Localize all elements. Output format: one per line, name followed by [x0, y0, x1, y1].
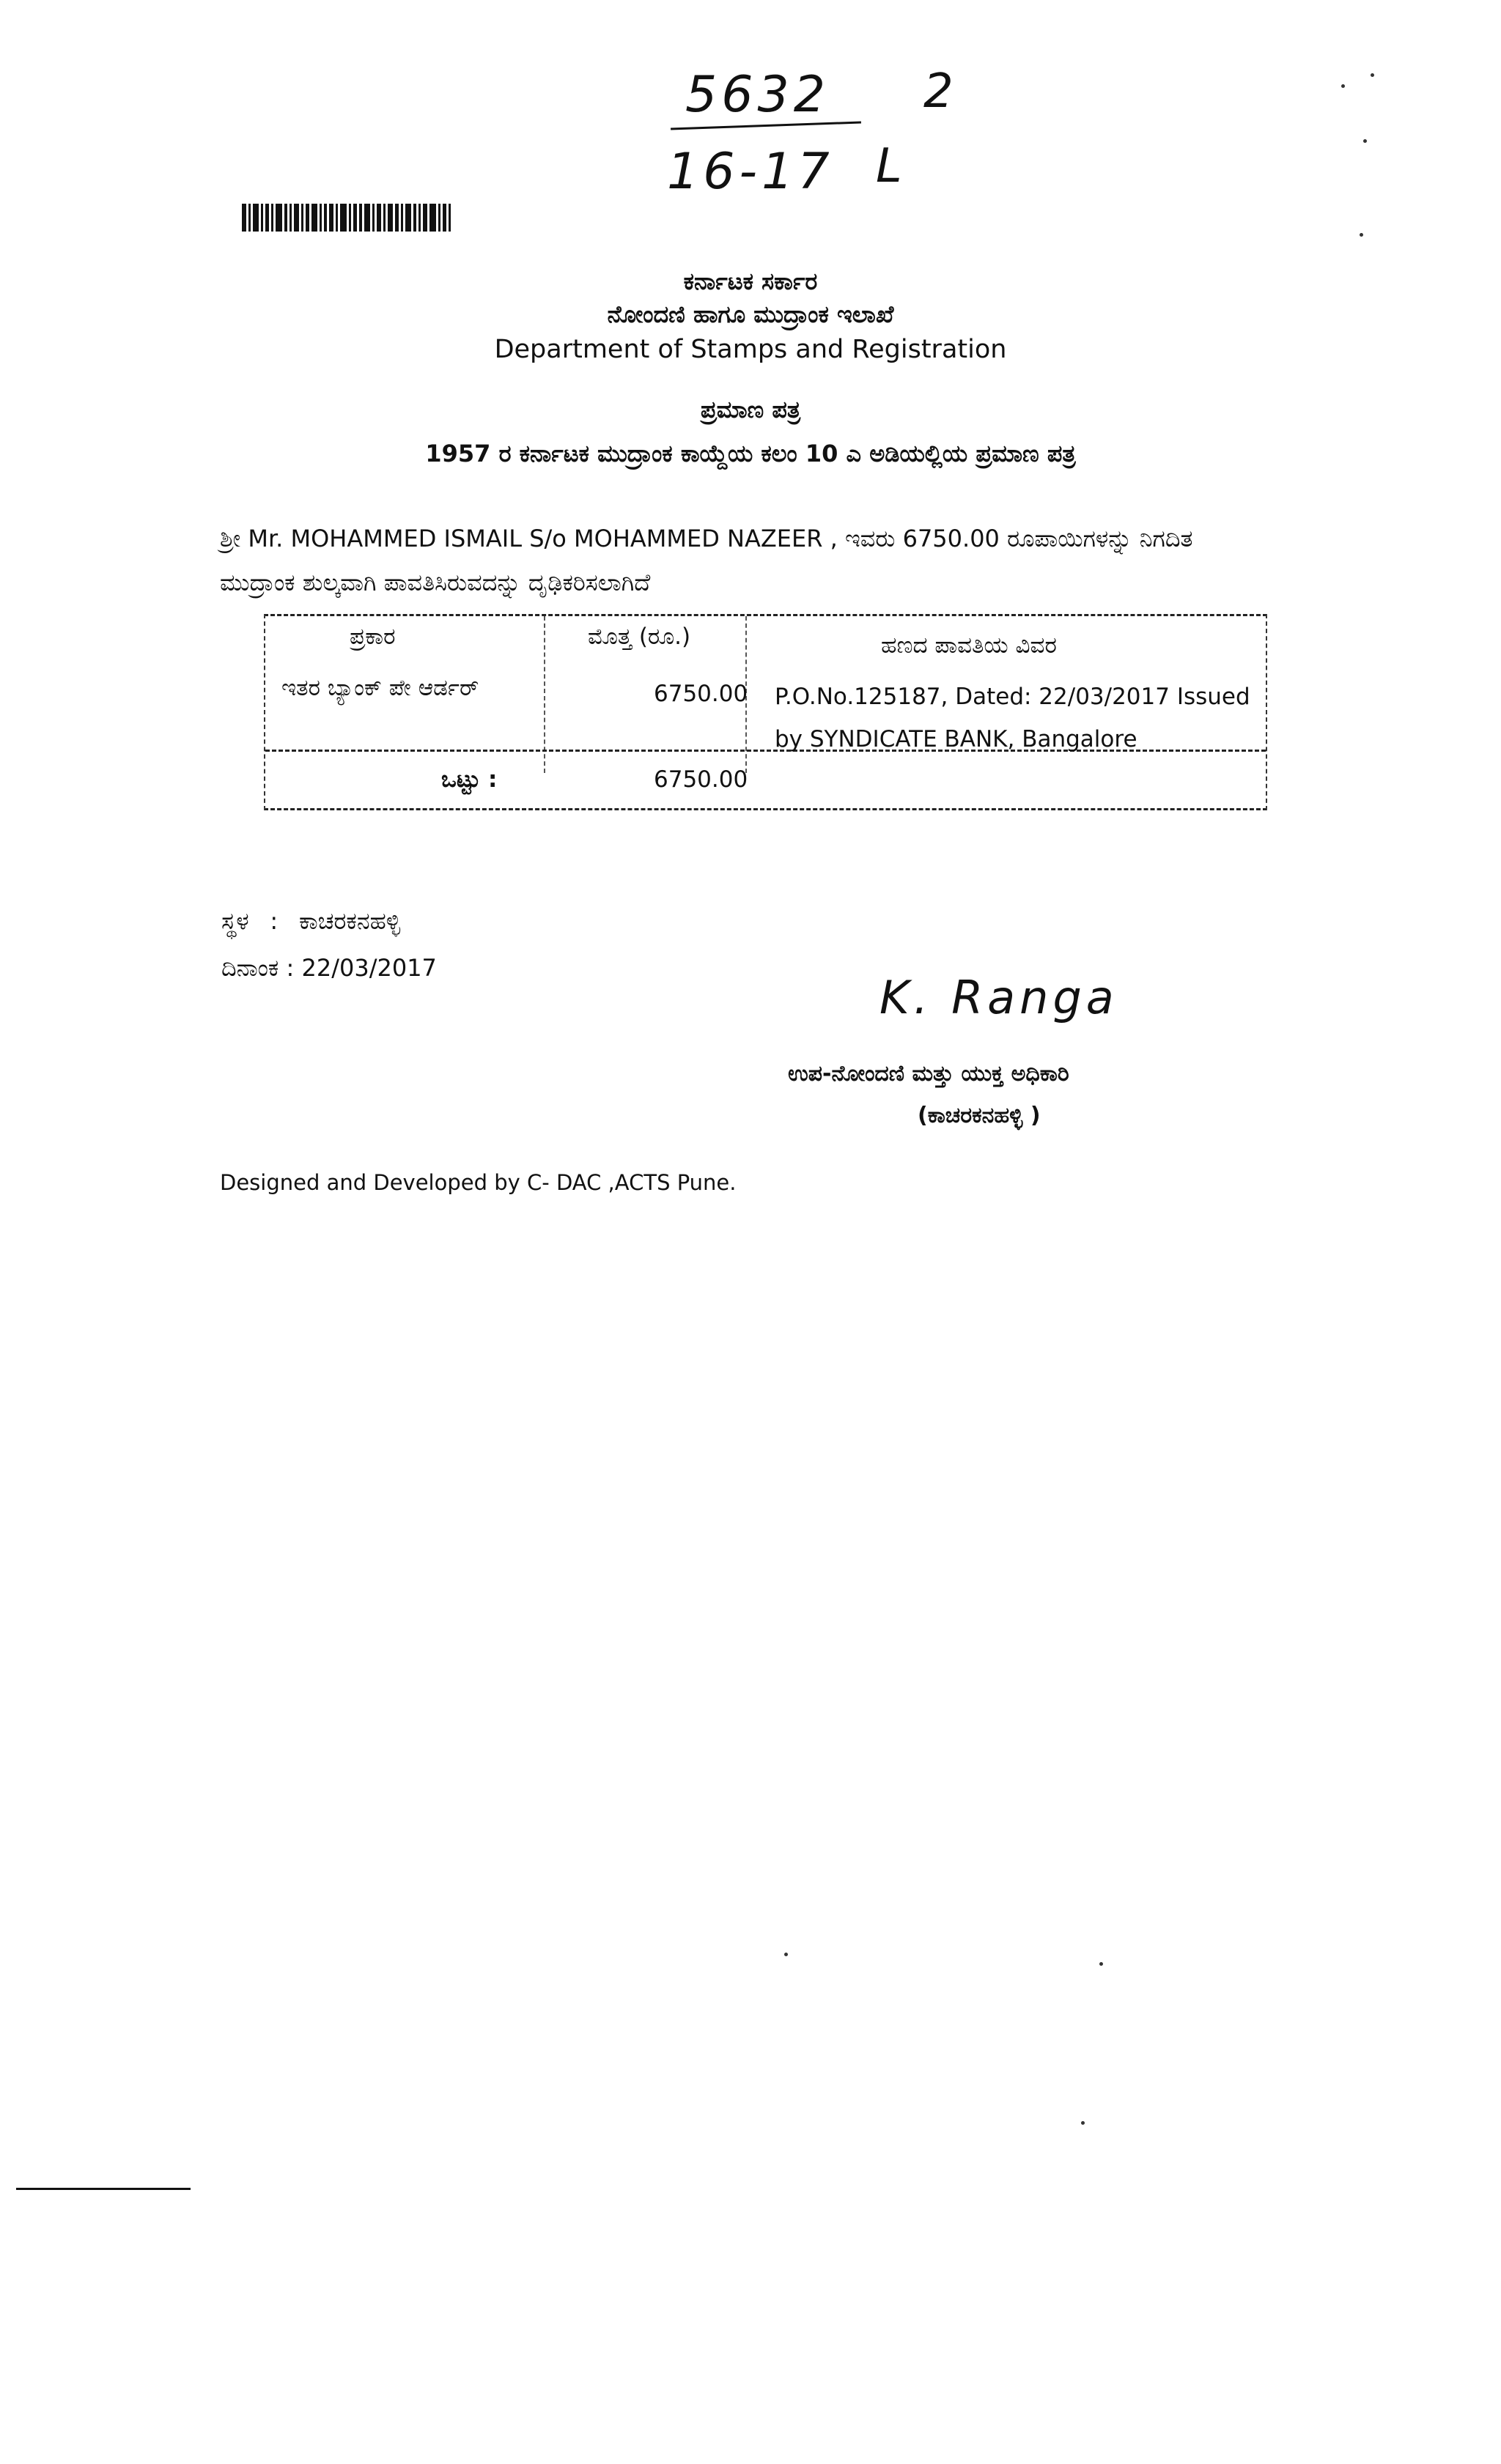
- barcode-bar: [289, 204, 292, 232]
- header-type: ಪ್ರಕಾರ: [350, 624, 396, 650]
- header-payment-details: ಹಣದ ಪಾವತಿಯ ವಿವರ: [881, 632, 1057, 659]
- place-value: ಕಾಚರಕನಹಳ್ಳಿ: [298, 907, 401, 935]
- scan-speck: [1363, 139, 1367, 143]
- barcode-bar: [306, 204, 309, 232]
- barcode-bar: [383, 204, 386, 232]
- certificate-title: ಪ್ರಮಾಣ ಪತ್ರ: [700, 396, 801, 423]
- scan-speck: [784, 1953, 788, 1956]
- barcode-bar: [413, 204, 416, 232]
- developer-credit: Designed and Developed by C- DAC ,ACTS Pune.: [220, 1170, 737, 1195]
- barcode-bar: [388, 204, 393, 232]
- officer-signature: K. Ranga: [879, 971, 1118, 1024]
- barcode-bar: [320, 204, 322, 232]
- barcode-bar: [429, 204, 436, 232]
- place-separator: :: [270, 907, 279, 935]
- barcode-bar: [248, 204, 251, 232]
- barcode-bar: [395, 204, 399, 232]
- statement-line-1: ಶ್ರೀ Mr. MOHAMMED ISMAIL S/o MOHAMMED NAZEER , ಇವರು 6750.00 ರೂಪಾಯಿಗಳನ್ನು ನಿಗದಿತ: [220, 525, 1193, 552]
- scan-speck: [1099, 1962, 1103, 1966]
- barcode-bar: [443, 204, 446, 232]
- handwritten-file-suffix: 2: [923, 64, 958, 119]
- barcode-bar: [340, 204, 347, 232]
- barcode-bar: [438, 204, 440, 232]
- barcode-bar: [364, 204, 370, 232]
- header-amount: ಮೊತ್ತ (ರೂ.): [588, 624, 691, 650]
- barcode-bar: [301, 204, 303, 232]
- barcode-bar: [242, 204, 246, 232]
- barcode-bar: [405, 204, 411, 232]
- total-amount: 6750.00: [654, 766, 748, 793]
- scan-speck: [1081, 2121, 1085, 2125]
- statement-line-2: ಮುದ್ರಾಂಕ ಶುಲ್ಕವಾಗಿ ಪಾವತಿಸಿರುವದನ್ನು ದೃಢಿಕರಿಸಲಾಗಿದೆ: [220, 569, 651, 596]
- barcode-bar: [377, 204, 381, 232]
- barcode-bar: [294, 204, 299, 232]
- barcode-bar: [349, 204, 351, 232]
- payment-table: [264, 614, 1267, 810]
- barcode-bar: [418, 204, 421, 232]
- date-value: 22/03/2017: [301, 954, 437, 982]
- act-reference: 1957 ರ ಕರ್ನಾಟಕ ಮುದ್ರಾಂಕ ಕಾಯ್ದೆಯ ಕಲಂ 10 ಎ ಅಡಿಯಲ್ಲಿಯ ಪ್ರಮಾಣ ಪತ್ರ: [425, 440, 1076, 467]
- handwritten-file-number: 5632: [685, 66, 830, 124]
- barcode-bar: [353, 204, 357, 232]
- barcode-bar: [329, 204, 333, 232]
- handwritten-year-suffix: L: [876, 139, 907, 193]
- barcode-bar: [372, 204, 375, 232]
- barcode: [242, 204, 475, 232]
- barcode-bar: [359, 204, 362, 232]
- date-row: [221, 954, 437, 983]
- barcode-bar: [276, 204, 282, 232]
- barcode-bar: [261, 204, 263, 232]
- department-name-kannada: ನೋಂದಣಿ ಹಾಗೂ ಮುದ್ರಾಂಕ ಇಲಾಖೆ: [607, 300, 894, 328]
- handwritten-year: 16-17: [667, 143, 834, 201]
- payment-amount: 6750.00: [654, 681, 748, 707]
- payment-details-line-2: by SYNDICATE BANK, Bangalore: [775, 726, 1137, 752]
- barcode-bar: [265, 204, 269, 232]
- barcode-bar: [271, 204, 273, 232]
- margin-rule: [16, 2188, 191, 2190]
- barcode-bar: [311, 204, 317, 232]
- total-label: ಒಟ್ಟು :: [441, 766, 498, 793]
- scan-speck: [1341, 84, 1345, 88]
- officer-title: ಉಪ-ನೋಂದಣಿ ಮತ್ತು ಯುಕ್ತ ಅಧಿಕಾರಿ: [788, 1061, 1069, 1087]
- payment-details-line-1: P.O.No.125187, Dated: 22/03/2017 Issued: [775, 684, 1250, 710]
- department-name-english: Department of Stamps and Registration: [494, 335, 1007, 364]
- barcode-bar: [401, 204, 403, 232]
- government-name: ಕರ್ನಾಟಕ ಸರ್ಕಾರ: [683, 267, 818, 295]
- officer-office: (ಕಾಚರಕನಹಳ್ಳಿ ): [918, 1103, 1041, 1128]
- barcode-bar: [253, 204, 259, 232]
- date-label: ದಿನಾಂಕ: [221, 954, 279, 982]
- date-separator: :: [286, 954, 302, 982]
- barcode-bar: [449, 204, 451, 232]
- payment-type: ಇತರ ಬ್ಯಾಂಕ್ ಪೇ ಆರ್ಡರ್: [281, 675, 479, 701]
- certificate-statement: [220, 517, 1261, 604]
- scan-speck: [1371, 73, 1374, 77]
- barcode-bar: [423, 204, 427, 232]
- place-row: [221, 907, 400, 936]
- barcode-bar: [284, 204, 287, 232]
- barcode-bar: [336, 204, 338, 232]
- barcode-bar: [324, 204, 327, 232]
- place-label: ಸ್ಥಳ: [221, 907, 249, 935]
- scan-speck: [1360, 233, 1363, 237]
